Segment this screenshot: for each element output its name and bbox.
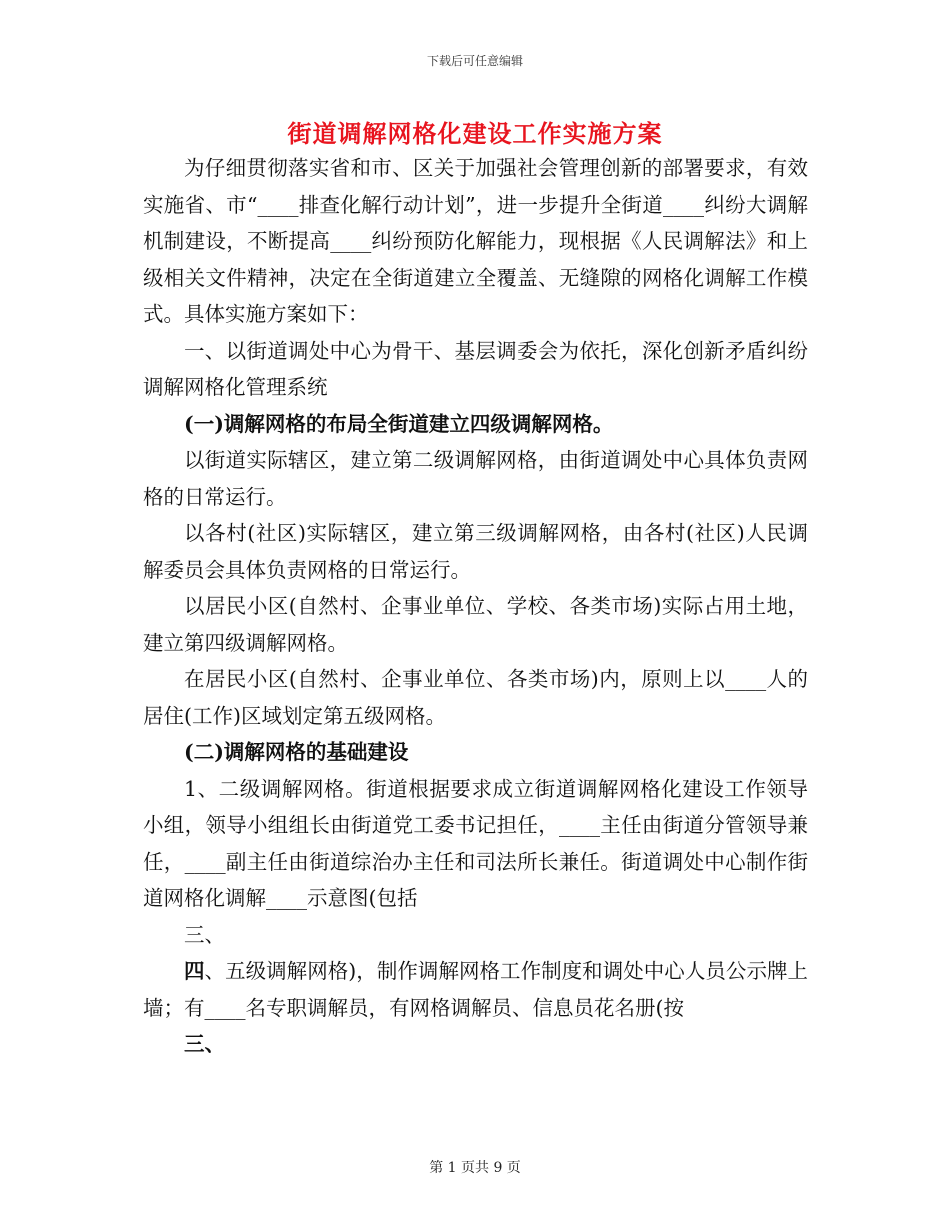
paragraph-intro: 为仔细贯彻落实省和市、区关于加强社会管理创新的部署要求，有效实施省、市“____排查化解行动计划”，进一步提升全街道____纠纷大调解机制建设，不断提高____纠纷预防化解能力，现根据《人民调解法》和上级相关文件精神，决定在全街道建立全覆盖、无缝隙的网格化调解工作模式。具体实施方案如下： <box>143 156 808 326</box>
paragraph-fragment-san-2: 三、 <box>184 1032 225 1056</box>
paragraph-fragment-san-1: 三、 <box>184 922 225 947</box>
document-title: 街道调解网格化建设工作实施方案 <box>287 119 663 148</box>
paragraph-item-4 <box>143 953 808 1026</box>
page-number: 第 1 页共 9 页 <box>429 1160 521 1176</box>
paragraph-level-3: 以各村(社区)实际辖区，建立第三级调解网格，由各村(社区)人民调解委员会具体负责网格的日常运行。 <box>143 521 808 582</box>
item-4-text: 、五级调解网格)，制作调解网格工作制度和调处中心人员公示牌上墙；有____名专职调解员，有网格调解员、信息员花名册(按 <box>143 959 809 1020</box>
paragraph-item-1: 1、二级调解网格。街道根据要求成立街道调解网格化建设工作领导小组，领导小组组长由街道党工委书记担任，____主任由街道分管领导兼任，____副主任由街道综治办主任和司法所长兼任。街道调处中心制作街道网格化调解____示意图(包括 <box>143 776 808 910</box>
item-4-prefix: 四 <box>184 959 205 983</box>
paragraph-level-2: 以街道实际辖区，建立第二级调解网格，由街道调处中心具体负责网格的日常运行。 <box>143 448 808 509</box>
paragraph-level-4: 以居民小区(自然村、企事业单位、学校、各类市场)实际占用土地，建立第四级调解网格。 <box>143 594 808 655</box>
document-body <box>143 150 808 1063</box>
header-note: 下载后可任意编辑 <box>426 54 523 68</box>
heading-grid-foundation: (二)调解网格的基础建设 <box>184 740 409 764</box>
paragraph-level-5: 在居民小区(自然村、企事业单位、各类市场)内，原则上以____人的居住(工作)区域划定第五级网格。 <box>143 667 808 728</box>
heading-grid-layout: (一)调解网格的布局全街道建立四级调解网格。 <box>184 411 614 436</box>
paragraph-section-1: 一、以街道调处中心为骨干、基层调委会为依托，深化创新矛盾纠纷调解网格化管理系统 <box>143 338 808 399</box>
